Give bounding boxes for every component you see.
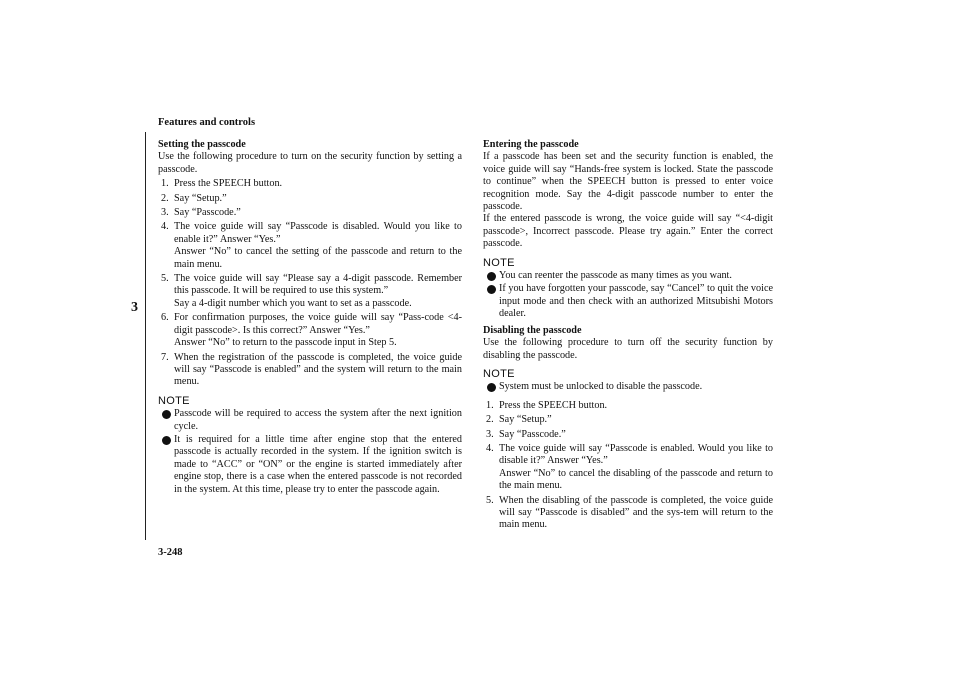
step-text: When the disabling of the passcode is completed, the voice guide will say “Passcode is disabled” and the sys-tem will return to the main menu. xyxy=(499,494,773,531)
list-item xyxy=(483,414,773,426)
setting-passcode-heading: Setting the passcode xyxy=(158,139,246,150)
step-number: 5. xyxy=(161,273,169,285)
list-item xyxy=(158,352,462,389)
step-number: 4. xyxy=(486,442,494,454)
list-item xyxy=(158,312,462,349)
list-item xyxy=(483,381,773,393)
list-item xyxy=(158,221,462,271)
step-number: 2. xyxy=(161,192,169,204)
entering-passcode-heading: Entering the passcode xyxy=(483,139,579,150)
note-title: NOTE xyxy=(483,256,515,269)
note-text: Passcode will be required to access the system after the next ignition cycle. xyxy=(174,408,462,432)
list-item xyxy=(483,443,773,493)
step-text: Answer “No” to return to the passcode input in Step 5. xyxy=(174,337,397,349)
note-bullets xyxy=(483,270,773,321)
step-text: Press the SPEECH button. xyxy=(499,399,608,411)
right-column xyxy=(483,139,773,532)
step-text: When the registration of the passcode is completed, the voice guide will say “Passcode is enabled” and the system will return to the main menu. xyxy=(174,351,462,388)
page-header-section-title: Features and controls xyxy=(158,117,256,128)
note-title: NOTE xyxy=(483,367,515,380)
list-item xyxy=(158,193,462,205)
step-number: 1. xyxy=(486,399,494,411)
list-item xyxy=(158,408,462,433)
list-item xyxy=(483,283,773,320)
list-item xyxy=(158,273,462,310)
step-number: 3. xyxy=(161,207,169,219)
step-text: Say “Passcode.” xyxy=(174,207,241,219)
list-item xyxy=(483,429,773,441)
step-text: For confirmation purposes, the voice guide will say “Pass-code <4-digit passcode>. Is this correct?” Answer “Yes.” xyxy=(174,312,462,336)
step-text: The voice guide will say “Passcode is enabled. Would you like to disable it?” Answer “Yes.” xyxy=(499,442,773,467)
note-text: If you have forgotten your passcode, say “Cancel” to quit the voice input mode and then check with an authorized Mitsubishi Motors dealer. xyxy=(499,283,773,320)
step-number: 6. xyxy=(161,312,169,324)
page-number: 3-248 xyxy=(158,547,183,558)
step-text: Press the SPEECH button. xyxy=(174,178,283,190)
step-number: 7. xyxy=(161,351,169,363)
list-item xyxy=(158,207,462,219)
left-column xyxy=(158,139,462,496)
step-text: Answer “No” to cancel the disabling of the passcode and return to the main menu. xyxy=(499,467,773,492)
chapter-divider-line xyxy=(145,132,146,540)
note-title: NOTE xyxy=(158,394,190,407)
step-number: 1. xyxy=(161,178,169,190)
list-item xyxy=(158,434,462,496)
step-number: 4. xyxy=(161,221,169,233)
disabling-passcode-heading: Disabling the passcode xyxy=(483,324,582,336)
chapter-number: 3 xyxy=(131,300,138,315)
step-text: The voice guide will say “Please say a 4-digit passcode. Remember this passcode. It will be required to use this system.” xyxy=(174,273,462,297)
step-text: Say “Passcode.” xyxy=(499,428,566,440)
bullet-dot-icon xyxy=(162,436,171,445)
note-text: System must be unlocked to disable the passcode. xyxy=(499,381,703,393)
bullet-dot-icon xyxy=(487,383,496,392)
list-item xyxy=(158,178,462,190)
disabling-passcode-intro: Use the following procedure to turn off the security function by disabling the passcode. xyxy=(483,337,773,361)
note-text: It is required for a little time after engine stop that the entered passcode is actually recorded in the system. If the ignition switch is made to “ACC” or “ON” or the engine is started immediately after engine stop, there is a case when the entered passcode is not recorded in the system. At this time, please try to enter the passcode again. xyxy=(174,433,462,495)
step-text: Say “Setup.” xyxy=(174,192,227,204)
setting-steps-list xyxy=(158,178,462,389)
note-text: You can reenter the passcode as many times as you want. xyxy=(499,270,732,282)
bullet-dot-icon xyxy=(487,285,496,294)
note-bullets xyxy=(483,381,773,393)
step-text: Say “Setup.” xyxy=(499,414,552,426)
note-bullets xyxy=(158,408,462,496)
step-text: Say a 4-digit number which you want to set as a passcode. xyxy=(174,297,412,309)
entering-passcode-paragraph: If a passcode has been set and the security function is enabled, the voice guide will say “Hands-free system is locked. State the passcode to continue” when the SPEECH button is pressed to enter voice recognition mode. Say the 4-digit passcode number to enter the passcode. xyxy=(483,151,773,213)
step-number: 2. xyxy=(486,414,494,426)
bullet-dot-icon xyxy=(487,272,496,281)
step-text: The voice guide will say “Passcode is disabled. Would you like to enable it?” Answer “Yes.” xyxy=(174,221,462,245)
disabling-steps-list xyxy=(483,400,773,532)
bullet-dot-icon xyxy=(162,410,171,419)
list-item xyxy=(483,400,773,412)
entering-passcode-wrong-paragraph: If the entered passcode is wrong, the voice guide will say “<4-digit passcode>, Incorrect passcode. Please try again.” Enter the correct passcode. xyxy=(483,213,773,250)
step-number: 3. xyxy=(486,428,494,440)
list-item xyxy=(483,495,773,532)
step-text: Answer “No” to cancel the setting of the passcode and return to the main menu. xyxy=(174,246,462,270)
step-number: 5. xyxy=(486,494,494,506)
setting-passcode-intro: Use the following procedure to turn on the security function by setting a passcode. xyxy=(158,151,462,175)
list-item xyxy=(483,270,773,282)
